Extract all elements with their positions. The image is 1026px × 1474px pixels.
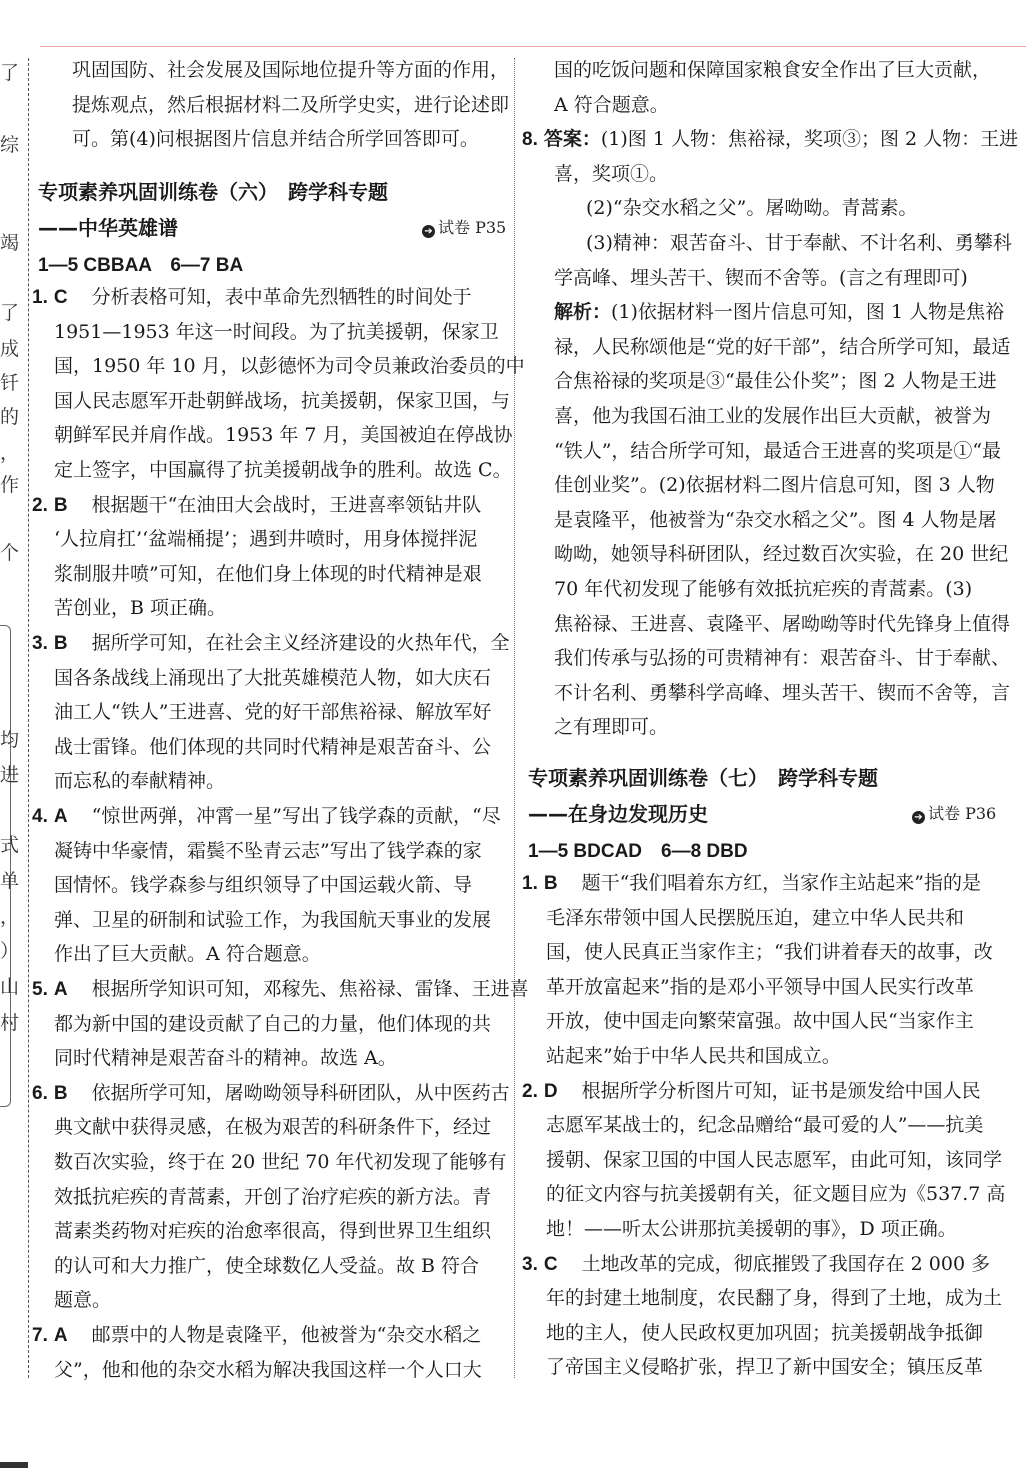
line-text: 蒿素类药物对疟疾的治愈率很高，得到世界卫生组织 (54, 1220, 492, 1243)
answer-line (54, 872, 472, 898)
line-text: 典文献中获得灵感，在极为艰苦的科研条件下，经过 (54, 1116, 492, 1139)
margin-char: 山 (0, 976, 20, 998)
answer-line (54, 388, 510, 414)
line-text: 国情怀。钱学森参与组织领导了中国运载火箭、导 (54, 874, 473, 897)
margin-char: 作 (0, 474, 20, 496)
q8-analysis-line (554, 403, 991, 429)
question-number: 8. (522, 129, 538, 151)
margin-char: 村 (0, 1012, 20, 1034)
answer-line (54, 941, 321, 967)
answer-line (522, 1078, 981, 1105)
line-text: 作出了巨大贡献。A 符合题意。 (54, 943, 321, 966)
q8-answer-line (554, 265, 968, 291)
question-number: 5. (32, 979, 48, 1000)
line-text: (1)图 1 人物：焦裕禄，奖项③；图 2 人物：王进 (600, 128, 1019, 151)
answer-key: B (53, 1082, 68, 1104)
answer-line (54, 1287, 111, 1313)
answer-line (54, 422, 513, 448)
arrow-icon: ➔ (912, 811, 925, 824)
answer-line (54, 1114, 491, 1140)
line-text: 地！——听太公讲那抗美援朝的事》，D 项正确。 (546, 1218, 957, 1240)
line-text: 根据题干“在油田大会战时，王进喜率领钻井队 (91, 493, 482, 516)
margin-char: 均 (0, 729, 20, 751)
line-text: 我们传承与弘扬的可贵精神有：艰苦奋斗、甘于奉献、 (554, 647, 1011, 670)
line-text: 1951—1953 年这一时间段。为了抗美援朝，保家卫 (54, 320, 499, 343)
q8-analysis-line (554, 334, 1010, 360)
answer-line (54, 1045, 397, 1071)
line-text: ‘人拉肩扛’‘盆端桶提’；遇到井喷时，用身体搅拌泥 (54, 528, 478, 551)
margin-char: 综 (0, 134, 20, 156)
line-text: 根据所学分析图片可知，证书是颁发给中国人民 (581, 1079, 981, 1102)
margin-char: ， (0, 442, 20, 464)
line-text: 题意。 (54, 1289, 112, 1312)
q8-analysis-line (554, 299, 1004, 325)
line-text: 国各条战线上涌现出了大批英雄模范人物，如大庆石 (54, 666, 492, 689)
section-subtitle: ——中华英雄谱 (38, 216, 178, 240)
answer-line (32, 1322, 481, 1349)
line-text: 援朝、保家卫国的中国人民志愿军，由此可知，该同学 (546, 1148, 1003, 1171)
answer-line (54, 838, 482, 864)
answer-key: D (543, 1080, 558, 1102)
margin-char: ） (0, 940, 20, 962)
q8-analysis-line (554, 472, 995, 498)
answer-key: B (53, 494, 68, 516)
answer-line (54, 665, 491, 691)
margin-char: 个 (0, 542, 20, 564)
line-text: 地的主人，使人民政权更加巩固；抗美援朝战争抵御 (546, 1321, 984, 1344)
answer-key: A (53, 979, 68, 1000)
section-title: 专项素养巩固训练卷（七） 跨学科专题 (528, 766, 878, 790)
line-text: (2)“杂交水稻之父”。屠呦呦。青蒿素。 (586, 197, 918, 220)
answer-line (54, 1357, 482, 1383)
answer-line (546, 1354, 983, 1380)
q8-analysis-line (554, 645, 1010, 671)
line-text: 喜，他为我国石油工业的发展作出巨大贡献，被誉为 (554, 405, 992, 427)
line-text: 朝鲜军民并肩作战。1953 年 7 月，美国被迫在停战协 (54, 424, 513, 447)
answer-line (54, 1218, 491, 1244)
line-text: 浆制服井喷”可知，在他们身上体现的时代精神是艰 (54, 562, 482, 585)
q8-analysis-line (554, 576, 972, 602)
line-text: 弹、卫星的研制和试验工作，为我国航天事业的发展 (54, 908, 492, 931)
margin-char: ， (0, 906, 20, 928)
answer-label: 答案： (543, 128, 601, 151)
answer-line (54, 457, 512, 483)
answer-line (546, 974, 974, 1000)
line-text: 定上签字，中国赢得了抗美援朝战争的胜利。故选 C。 (54, 459, 512, 481)
analysis-label: 解析： (554, 301, 612, 324)
section-subtitle: ——在身边发现历史 (528, 802, 708, 826)
question-number: 7. (32, 1325, 48, 1346)
line-text: 都为新中国的建设贡献了自己的力量，他们体现的共 (54, 1012, 492, 1035)
answer-summary: 1—5 CBBAA 6—7 BA (38, 255, 244, 276)
answer-line (546, 1285, 1002, 1311)
line-text: 土地改革的完成，彻底摧毁了我国存在 2 000 多 (581, 1252, 991, 1275)
line-text: 据所学可知，在社会主义经济建设的火热年代，全 (91, 632, 510, 654)
answer-line (54, 526, 477, 552)
answer-line (54, 595, 226, 621)
question-number: 3. (522, 1253, 538, 1275)
continued-line: A 符合题意。 (554, 93, 669, 116)
line-text: 凝铸中华豪情，霜鬓不坠青云志”写出了钱学森的家 (54, 839, 482, 862)
line-text: 志愿军某战士的，纪念品赠给“最可爱的人”——抗美 (546, 1114, 984, 1137)
answer-line (546, 1112, 983, 1138)
line-text: 国，使人民真正当家作主；“我们讲着春天的故事，改 (546, 941, 993, 964)
line-text: 苦创业，B 项正确。 (54, 597, 227, 620)
answer-line (522, 1251, 990, 1278)
q8-answer-line (522, 126, 1018, 153)
answer-summary: 1—5 BDCAD 6—8 DBD (528, 841, 748, 862)
line-text: 喜，奖项①。 (554, 162, 669, 185)
q8-analysis-line (554, 438, 1001, 464)
line-text: 分析表格可知，表中革命先烈牺牲的时间处于 (91, 286, 472, 308)
column-divider (514, 58, 515, 1378)
line-text: 站起来”始于中华人民共和国成立。 (546, 1045, 841, 1067)
line-text: 依据所学可知，屠呦呦领导科研团队，从中医药古 (91, 1081, 510, 1104)
answer-line (546, 939, 993, 965)
line-text: 同时代精神是艰苦奋斗的精神。故选 A。 (54, 1047, 397, 1070)
answer-line (54, 734, 491, 760)
line-text: 70 年代初发现了能够有效抵抗疟疾的青蒿素。(3) (554, 578, 973, 600)
margin-char: 了 (0, 302, 20, 324)
answer-line (546, 1008, 974, 1034)
line-text: “惊世两弹，冲霄一星”写出了钱学森的贡献，“尽 (91, 805, 501, 827)
q8-analysis-line (554, 714, 668, 740)
q8-analysis-line (554, 680, 1010, 706)
margin-char: 了 (0, 62, 20, 84)
line-text: 的认可和大力推广，使全球数亿人受益。故 B 符合 (54, 1254, 480, 1277)
test-page-ref (422, 215, 506, 238)
line-text: 了帝国主义侵略扩张，捍卫了新中国安全；镇压反革 (546, 1356, 984, 1379)
question-number: 1. (32, 287, 48, 308)
line-text: 而忘私的奉献精神。 (54, 770, 226, 793)
question-number: 3. (32, 633, 48, 654)
line-text: 战士雷锋。他们体现的共同时代精神是艰苦奋斗、公 (54, 735, 492, 758)
margin-char: 竭 (0, 232, 20, 254)
answer-line (54, 699, 491, 725)
q8-analysis-line (554, 368, 997, 394)
answer-line (54, 561, 482, 587)
ref-text: 试卷 P35 (438, 218, 507, 237)
answer-line (54, 1011, 491, 1037)
line-text: 国人民志愿军开赴朝鲜战场，抗美援朝，保家卫国，与 (54, 389, 511, 412)
line-text: 国，1950 年 10 月，以彭德怀为司令员兼政治委员的中 (54, 355, 525, 378)
line-text: 邮票中的人物是袁隆平，他被誉为“杂交水稻之 (91, 1324, 482, 1346)
answer-key: A (53, 806, 68, 827)
intro-line: 可。第(4)问根据图片信息并结合所学回答即可。 (72, 128, 479, 151)
answer-line (32, 803, 501, 830)
margin-char: 进 (0, 764, 20, 786)
answer-line (546, 1320, 983, 1346)
answer-line (546, 1147, 1002, 1173)
line-text: 合焦裕禄的奖项是③“最佳公仆奖”；图 2 人物是王进 (554, 370, 997, 393)
question-number: 2. (522, 1080, 538, 1102)
answer-line (546, 1181, 1005, 1207)
answer-key: C (543, 1253, 558, 1275)
top-rule (40, 46, 1026, 47)
line-text: 年的封建土地制度，农民翻了身，得到了土地，成为土 (546, 1287, 1003, 1310)
margin-char: 钎 (0, 372, 20, 394)
line-text: 学高峰、埋头苦干、锲而不舍等。(言之有理即可) (554, 266, 968, 289)
line-text: 的征文内容与抗美援朝有关，征文题目应为《537.7 高 (546, 1183, 1006, 1206)
margin-char: 式 (0, 834, 20, 856)
q8-analysis-line (554, 611, 1010, 637)
answer-line (54, 907, 491, 933)
line-text: 呦呦，她领导科研团队，经过数百次实验，在 20 世纪 (554, 543, 1009, 566)
answer-line (32, 492, 481, 519)
answer-line (546, 1216, 957, 1242)
arrow-icon: ➔ (422, 225, 435, 238)
line-text: 毛泽东带领中国人民摆脱压迫，建立中华人民共和 (546, 906, 965, 929)
continued-line: 国的吃饭问题和保障国家粮食安全作出了巨大贡献， (554, 59, 992, 81)
question-number: 4. (32, 806, 48, 827)
answer-line (54, 319, 499, 345)
answer-line (32, 976, 529, 1003)
adjacent-page-margin (0, 50, 26, 1390)
q8-answer-line (586, 230, 1012, 256)
line-text: 开放，使中国走向繁荣富强。故中国人民“当家作主 (546, 1010, 974, 1033)
answer-line (54, 353, 525, 379)
answer-key: A (53, 1325, 68, 1346)
answer-key: B (543, 873, 558, 894)
margin-char: 单 (0, 870, 20, 892)
answer-key: B (53, 633, 68, 654)
line-text: 佳创业奖”。(2)依据材料二图片信息可知，图 3 人物 (554, 474, 995, 497)
line-text: (1)依据材料一图片信息可知，图 1 人物是焦裕 (611, 301, 1005, 324)
line-text: (3)精神：艰苦奋斗、甘于奉献、不计名利、勇攀科 (586, 232, 1012, 254)
line-text: 之有理即可。 (554, 716, 669, 739)
line-text: 不计名利、勇攀科学高峰、埋头苦干、锲而不舍等，言 (554, 681, 1011, 704)
line-text: 是袁隆平，他被誉为“杂交水稻之父”。图 4 人物是屠 (554, 508, 997, 531)
q8-answer-line (554, 161, 668, 187)
line-text: 数百次实验，终于在 20 世纪 70 年代初发现了能够有 (54, 1151, 507, 1173)
question-number: 6. (32, 1082, 48, 1104)
answer-line (54, 1253, 479, 1279)
intro-line: 提炼观点，然后根据材料二及所学史实，进行论述即 (72, 93, 510, 116)
footer-mark (0, 1455, 34, 1467)
answer-key: C (53, 287, 68, 308)
line-text: 油工人“铁人”王进喜、党的好干部焦裕禄、解放军好 (54, 701, 492, 724)
margin-char: 的 (0, 406, 20, 428)
line-text: 禄，人民称颂他是“党的好干部”，结合所学可知，最适 (554, 335, 1011, 358)
question-number: 2. (32, 494, 48, 516)
answer-line (54, 768, 225, 794)
line-text: 父”，他和他的杂交水稻为解决我国这样一个人口大 (54, 1358, 482, 1381)
ref-text: 试卷 P36 (928, 804, 997, 823)
cut-line (28, 58, 29, 1378)
answer-line (546, 905, 964, 931)
line-text: 根据所学知识可知，邓稼先、焦裕禄、雷锋、王进喜 (91, 978, 529, 1000)
line-text: 革开放富起来”指的是邓小平领导中国人民实行改革 (546, 975, 974, 998)
question-number: 1. (522, 873, 538, 894)
answer-line (32, 630, 510, 657)
test-page-ref (912, 801, 996, 824)
answer-line (54, 1149, 507, 1175)
answer-line (32, 1080, 510, 1107)
answer-line (32, 284, 472, 311)
line-text: “铁人”，结合所学可知，最适合王进喜的奖项是①“最 (554, 439, 1002, 462)
q8-answer-line (586, 195, 917, 221)
answer-line (54, 1184, 491, 1210)
line-text: 效抵抗疟疾的青蒿素，开创了治疗疟疾的新方法。青 (54, 1185, 492, 1208)
intro-line: 巩固国防、社会发展及国际地位提升等方面的作用， (72, 59, 510, 81)
q8-analysis-line (554, 541, 1008, 567)
answer-line (522, 870, 981, 897)
q8-analysis-line (554, 507, 997, 533)
line-text: 焦裕禄、王进喜、袁隆平、屠呦呦等时代先锋身上值得 (554, 612, 1011, 635)
section-title: 专项素养巩固训练卷（六） 跨学科专题 (38, 180, 388, 204)
answer-line (546, 1043, 841, 1069)
margin-char: 成 (0, 338, 20, 360)
line-text: 题干“我们唱着东方红，当家作主站起来”指的是 (581, 872, 982, 894)
